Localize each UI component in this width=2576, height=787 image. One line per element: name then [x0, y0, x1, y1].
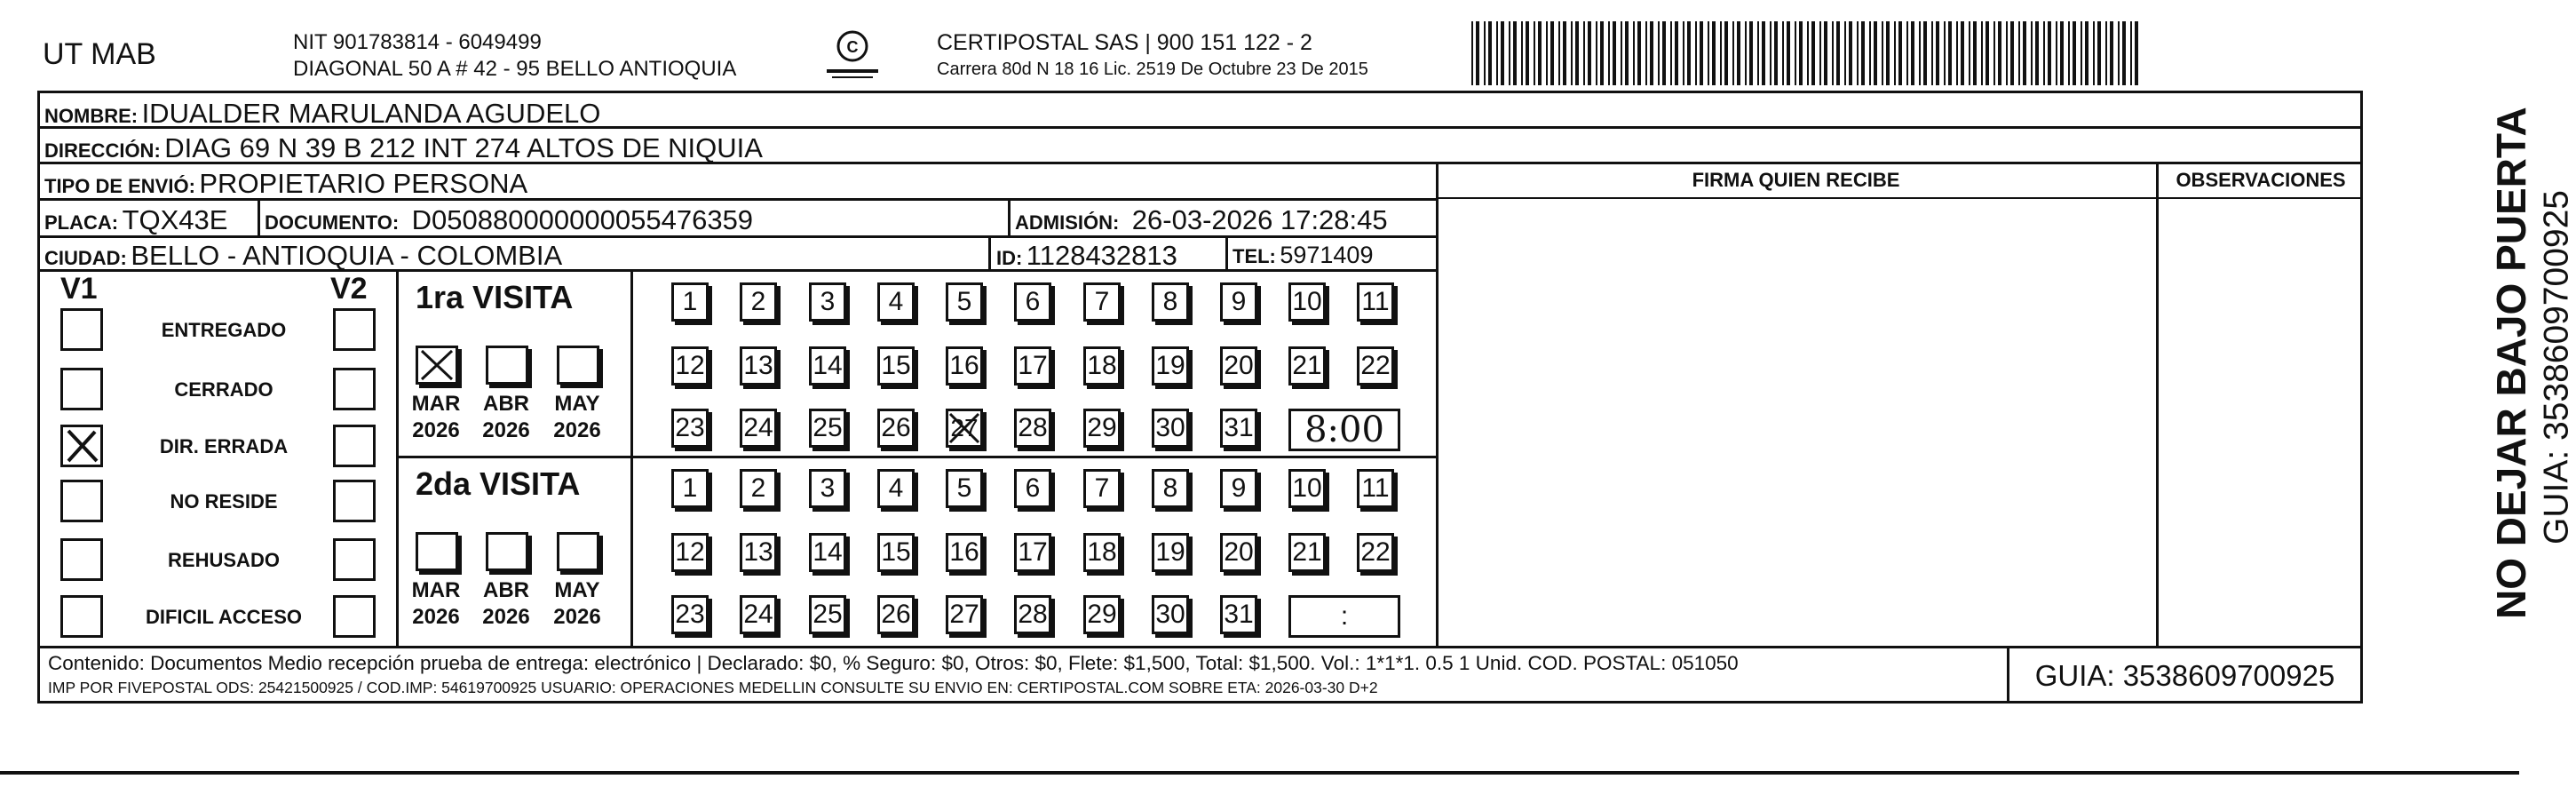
- day-box[interactable]: 3: [809, 282, 846, 322]
- v1-checkbox[interactable]: [60, 308, 103, 351]
- status-label: REHUSADO: [168, 549, 280, 571]
- status-label: ENTREGADO: [161, 319, 287, 341]
- year-label: 2026: [482, 418, 530, 442]
- day-box[interactable]: 30: [1152, 595, 1189, 634]
- tel-value: 5971409: [1280, 242, 1374, 268]
- day-box[interactable]: 7: [1083, 469, 1121, 508]
- month-label: MAY: [554, 578, 600, 602]
- day-box[interactable]: 22: [1357, 533, 1394, 572]
- day-box[interactable]: 7: [1083, 282, 1121, 322]
- day-box[interactable]: 5: [946, 469, 983, 508]
- year-label: 2026: [553, 605, 601, 629]
- day-box[interactable]: 19: [1152, 346, 1189, 386]
- no-dejar-notice: NO DEJAR BAJO PUERTA: [2488, 107, 2534, 619]
- col-divider: [1008, 198, 1011, 235]
- day-box[interactable]: 15: [877, 346, 915, 386]
- day-box[interactable]: 6: [1014, 469, 1051, 508]
- month-checkbox[interactable]: [557, 346, 599, 385]
- month-checkbox[interactable]: [416, 532, 458, 571]
- documento-label: DOCUMENTO:: [265, 211, 400, 234]
- id-label: ID:: [996, 247, 1023, 269]
- col-divider: [2156, 197, 2363, 199]
- day-box[interactable]: 21: [1288, 533, 1326, 572]
- month-checkbox[interactable]: [486, 532, 528, 571]
- ciudad-row: [44, 242, 562, 269]
- col-divider: [258, 198, 260, 235]
- placa-row: [44, 206, 227, 234]
- v2-checkbox[interactable]: [333, 368, 376, 410]
- day-box[interactable]: 13: [740, 346, 777, 386]
- v1-header: V1: [60, 272, 98, 306]
- day-box[interactable]: 18: [1083, 533, 1121, 572]
- company-name: UT MAB: [43, 37, 156, 71]
- day-box[interactable]: 4: [877, 469, 915, 508]
- page-edge: [0, 771, 2519, 775]
- day-box[interactable]: 14: [809, 346, 846, 386]
- day-box[interactable]: 14: [809, 533, 846, 572]
- visit-title: 2da VISITA: [416, 465, 581, 502]
- month-label: MAY: [554, 392, 600, 416]
- day-box[interactable]: 10: [1288, 469, 1326, 508]
- certipostal-title: CERTIPOSTAL SAS | 900 151 122 - 2: [937, 30, 1312, 55]
- day-box[interactable]: 31: [1220, 409, 1257, 448]
- v1-checkbox[interactable]: [60, 425, 103, 467]
- status-label: NO RESIDE: [170, 490, 278, 513]
- day-box[interactable]: 24: [740, 409, 777, 448]
- documento-row: [265, 206, 753, 234]
- col-divider: [1225, 235, 1228, 269]
- svg-text:27: 27: [950, 414, 979, 441]
- tipo-value: PROPIETARIO PERSONA: [199, 168, 528, 199]
- status-label: CERRADO: [174, 378, 273, 401]
- day-box[interactable]: 15: [877, 533, 915, 572]
- day-box[interactable]: 28: [1014, 409, 1051, 448]
- col-divider: [1436, 197, 2156, 199]
- v2-checkbox[interactable]: [333, 595, 376, 638]
- day-box[interactable]: 20: [1220, 346, 1257, 386]
- status-label: DIR. ERRADA: [159, 435, 289, 457]
- month-label: ABR: [483, 578, 529, 602]
- guia-box-text: GUIA: 3538609700925: [2034, 659, 2335, 692]
- day-box[interactable]: 23: [671, 409, 709, 448]
- tipo-label: TIPO DE ENVIÓ:: [44, 175, 195, 197]
- month-label: ABR: [483, 392, 529, 416]
- barcode: [1470, 21, 2140, 85]
- status-label: DIFICIL ACCESO: [145, 606, 302, 628]
- day-box[interactable]: 10: [1288, 282, 1326, 322]
- col-divider: [1436, 162, 1439, 646]
- day-box[interactable]: 20: [1220, 533, 1257, 572]
- day-box[interactable]: 24: [740, 595, 777, 634]
- day-box[interactable]: 2: [740, 469, 777, 508]
- day-box[interactable]: [946, 409, 983, 448]
- day-box[interactable]: 12: [671, 346, 709, 386]
- ciudad-value: BELLO - ANTIOQUIA - COLOMBIA: [131, 240, 563, 271]
- day-box[interactable]: 8: [1152, 282, 1189, 322]
- tel-row: [1233, 243, 1373, 267]
- month-label: MAR: [411, 392, 461, 416]
- side-guia: GUIA: 3538609700925: [2537, 190, 2576, 545]
- v1-checkbox[interactable]: [60, 595, 103, 638]
- day-box[interactable]: 5: [946, 282, 983, 322]
- day-box[interactable]: 28: [1014, 595, 1051, 634]
- direccion-label: DIRECCIÓN:: [44, 139, 161, 162]
- day-box[interactable]: 2: [740, 282, 777, 322]
- month-checkbox[interactable]: [557, 532, 599, 571]
- month-checkbox[interactable]: [416, 346, 458, 385]
- day-box[interactable]: 11: [1357, 469, 1394, 508]
- year-label: 2026: [412, 418, 460, 442]
- v2-checkbox[interactable]: [333, 480, 376, 522]
- col-divider: [988, 235, 991, 269]
- day-box[interactable]: 8: [1152, 469, 1189, 508]
- v2-checkbox[interactable]: [333, 425, 376, 467]
- day-box[interactable]: 1: [671, 469, 709, 508]
- month-label: MAR: [411, 578, 461, 602]
- nombre-label: NOMBRE:: [44, 105, 139, 127]
- id-value: 1128432813: [1026, 240, 1177, 271]
- day-box[interactable]: 27: [946, 595, 983, 634]
- day-box[interactable]: 13: [740, 533, 777, 572]
- day-box[interactable]: 11: [1357, 282, 1394, 322]
- day-box[interactable]: 31: [1220, 595, 1257, 634]
- v1-checkbox[interactable]: [60, 538, 103, 581]
- day-box[interactable]: 16: [946, 533, 983, 572]
- certipostal-address: Carrera 80d N 18 16 Lic. 2519 De Octubre 23 De 2015: [937, 60, 1368, 79]
- day-box[interactable]: 18: [1083, 346, 1121, 386]
- year-label: 2026: [482, 605, 530, 629]
- certipostal-logo: [821, 28, 884, 83]
- tel-label: TEL:: [1233, 245, 1276, 267]
- day-box[interactable]: 9: [1220, 282, 1257, 322]
- visit-title: 1ra VISITA: [416, 279, 574, 315]
- day-box[interactable]: 29: [1083, 595, 1121, 634]
- month-checkbox[interactable]: [486, 346, 528, 385]
- admision-label: ADMISIÓN:: [1015, 211, 1120, 234]
- firma-header: FIRMA QUIEN RECIBE: [1692, 169, 1900, 191]
- admision-value: 26-03-2026 17:28:45: [1131, 204, 1388, 235]
- time-box[interactable]: 8:00: [1288, 409, 1400, 451]
- id-row: [996, 242, 1177, 269]
- contenido-text: Contenido: Documentos Medio recepción prueba de entrega: electrónico | Declarado: $0, % Seguro: $0, Otros: $0, Flete: $1,500, Total: $1,500. Vol.: 1*1*1. 0.5 1 Unid. COD. POSTAL: 051050: [48, 652, 1739, 674]
- placa-value: TQX43E: [122, 204, 228, 235]
- year-label: 2026: [412, 605, 460, 629]
- v1-checkbox[interactable]: [60, 480, 103, 522]
- admision-row: [1015, 206, 1388, 234]
- day-box[interactable]: 22: [1357, 346, 1394, 386]
- day-box[interactable]: 17: [1014, 533, 1051, 572]
- day-box[interactable]: 26: [877, 409, 915, 448]
- nombre-value: IDUALDER MARULANDA AGUDELO: [141, 98, 601, 129]
- v2-checkbox[interactable]: [333, 538, 376, 581]
- direccion-value: DIAG 69 N 39 B 212 INT 274 ALTOS DE NIQUIA: [164, 132, 763, 163]
- placa-label: PLACA:: [44, 211, 119, 234]
- day-box[interactable]: 17: [1014, 346, 1051, 386]
- day-box[interactable]: 4: [877, 282, 915, 322]
- nombre-row: [44, 99, 600, 127]
- v2-checkbox[interactable]: [333, 308, 376, 351]
- ciudad-label: CIUDAD:: [44, 247, 127, 269]
- v1-checkbox[interactable]: [60, 368, 103, 410]
- day-box[interactable]: 9: [1220, 469, 1257, 508]
- day-box[interactable]: 30: [1152, 409, 1189, 448]
- tipo-row: [44, 170, 527, 197]
- imp-text: IMP POR FIVEPOSTAL ODS: 25421500925 / COD.IMP: 54619700925 USUARIO: OPERACIONES MEDELLIN CONSULTE SU ENVIO EN: CERTIPOSTAL.COM SOBRE ETA: 2026-03-30 D+2: [48, 679, 1378, 696]
- day-box[interactable]: 21: [1288, 346, 1326, 386]
- v2-header: V2: [330, 272, 368, 306]
- day-box[interactable]: 1: [671, 282, 709, 322]
- day-box[interactable]: 25: [809, 595, 846, 634]
- day-box[interactable]: 25: [809, 409, 846, 448]
- day-box[interactable]: 19: [1152, 533, 1189, 572]
- documento-value: D050880000000055476359: [411, 204, 754, 235]
- time-box[interactable]: :: [1288, 595, 1400, 638]
- svg-text:C: C: [846, 38, 859, 56]
- day-box[interactable]: 29: [1083, 409, 1121, 448]
- day-box[interactable]: 23: [671, 595, 709, 634]
- company-nit: NIT 901783814 - 6049499: [293, 30, 542, 54]
- day-box[interactable]: 16: [946, 346, 983, 386]
- day-box[interactable]: 6: [1014, 282, 1051, 322]
- direccion-row: [44, 134, 763, 162]
- row-divider: [396, 456, 1436, 458]
- observaciones-header: OBSERVACIONES: [2176, 169, 2346, 191]
- company-address: DIAGONAL 50 A # 42 - 95 BELLO ANTIOQUIA: [293, 57, 737, 81]
- day-box[interactable]: 26: [877, 595, 915, 634]
- col-divider: [2156, 162, 2159, 646]
- year-label: 2026: [553, 418, 601, 442]
- day-box[interactable]: 12: [671, 533, 709, 572]
- day-box[interactable]: 3: [809, 469, 846, 508]
